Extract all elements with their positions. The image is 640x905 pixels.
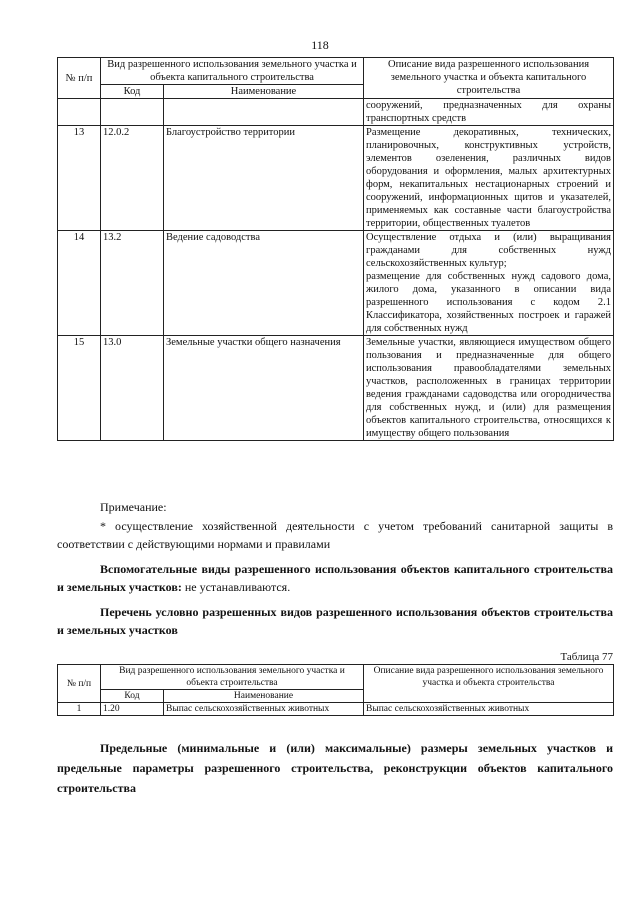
row-code: 1.20 (101, 703, 164, 716)
row-num: 14 (58, 231, 101, 336)
header-num: № п/п (58, 665, 101, 703)
header-name: Наименование (164, 690, 364, 703)
auxiliary-uses-value: не устанавливаются. (181, 580, 291, 594)
desc-continuation-line: транспортных средств (366, 113, 467, 124)
table-row-continuation (58, 99, 614, 126)
row-num: 1 (58, 703, 101, 716)
note-title: Примечание: (100, 500, 167, 514)
desc-continuation-line: сооружений, предназначенных для охраны (366, 100, 612, 111)
row-description: Земельные участки, являющиеся имуществом общего пользования и предназначенные для общего использования правообладателями земельных участков, расположенных в границах территории ведения гражданами садоводства или огородничества для собственных нужд, и (или) для размещения объектов капитального строительства, относящихся к имуществу общего пользования (364, 336, 614, 441)
row-description (364, 231, 614, 336)
row-num: 13 (58, 126, 101, 231)
desc-cell (364, 99, 614, 126)
table-header-row (58, 58, 614, 85)
row-code: 13.0 (101, 336, 164, 441)
row-code: 12.0.2 (101, 126, 164, 231)
table-row (58, 231, 614, 336)
conditional-uses-heading: Перечень условно разрешенных видов разрешенного использования объектов строительства и земельных участков (57, 605, 613, 637)
row-description-part: Осуществление отдыха и (или) выращивания гражданами для собственных нужд сельскохозяйственных культур; (366, 232, 612, 269)
header-description: Описание вида разрешенного использования земельного участка и объекта строительства (364, 665, 614, 703)
row-description: Выпас сельскохозяйственных животных (364, 703, 614, 716)
table-header-row (58, 665, 614, 690)
header-code: Код (101, 690, 164, 703)
row-description-part: размещение для собственных нужд садового дома, жилого дома, указанного в описании вида разрешенного использования с кодом 2.1 Классификатора, хозяйственных построек и гаражей для собственных нужд (366, 271, 612, 334)
table-row (58, 703, 614, 716)
auxiliary-uses-paragraph (57, 560, 613, 596)
header-num: № п/п (58, 58, 101, 99)
permitted-uses-table (57, 57, 614, 441)
row-code: 13.2 (101, 231, 164, 336)
table-row (58, 336, 614, 441)
auxiliary-uses-heading: Вспомогательные виды разрешенного использования объектов капитального строительства и земельных участков: (57, 562, 613, 594)
row-num: 15 (58, 336, 101, 441)
row-description: Размещение декоративных, технических, планировочных, конструктивных устройств, элементов озеленения, различных видов оборудования и оформления, малых архитектурных форм, некапитальных нестационарных строений и сооружений, информационных щитов и указателей, применяемых как составные части благоустройства территории, общественных туалетов (364, 126, 614, 231)
row-name: Земельные участки общего назначения (164, 336, 364, 441)
table-label: Таблица 77 (560, 651, 613, 663)
header-name: Наименование (164, 85, 364, 99)
page-number: 118 (311, 38, 329, 52)
conditional-uses-table (57, 664, 614, 716)
header-description: Описание вида разрешенного использования земельного участка и объекта капитального строительства (364, 58, 614, 99)
header-code: Код (101, 85, 164, 99)
row-name: Ведение садоводства (164, 231, 364, 336)
limits-heading: Предельные (минимальные и (или) максимальные) размеры земельных участков и предельные параметры разрешенного строительства, реконструкции объектов капитального строительства (57, 741, 613, 795)
row-name: Выпас сельскохозяйственных животных (164, 703, 364, 716)
header-use-type: Вид разрешенного использования земельного участка и объекта строительства (101, 665, 364, 690)
table-row (58, 126, 614, 231)
header-use-type: Вид разрешенного использования земельного участка и объекта капитального строительства (101, 58, 364, 85)
row-name: Благоустройство территории (164, 126, 364, 231)
note-text: * осуществление хозяйственной деятельности с учетом требований санитарной защиты в соответствии с действующими нормами и правилами (57, 519, 613, 551)
